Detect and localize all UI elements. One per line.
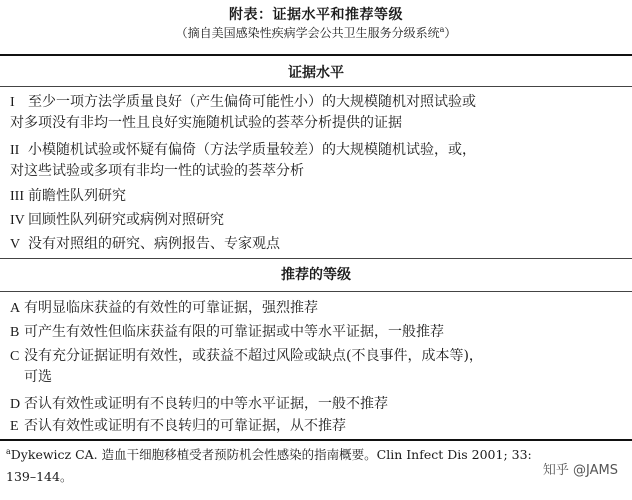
evidence-level-ii [10, 140, 622, 181]
level-text: 前瞻性队列研究 [28, 188, 126, 204]
footnote-text: Dykewicz CA. 造血干细胞移植受者预防机会性感染的指南概要。Clin Infect Dis 2001; 33: [10, 447, 532, 463]
grade-text-cont: 可选 [24, 369, 52, 385]
level-key: III [10, 189, 24, 204]
grade-key: C [10, 349, 20, 364]
grade-text: 否认有效性或证明有不良转归的中等水平证据，一般不推荐 [24, 396, 388, 412]
grade-e [10, 416, 622, 437]
level-text-cont: 对多项没有非均一性且良好实施随机试验的荟萃分析提供的证据 [10, 115, 402, 131]
level-key: V [10, 237, 21, 252]
grade-text: 否认有效性或证明有不良转归的可靠证据，从不推荐 [24, 418, 346, 434]
grade-text: 可产生有效性但临床获益有限的可靠证据或中等水平证据，一般推荐 [24, 324, 444, 340]
grade-d [10, 394, 622, 415]
subtitle-footnote-marker: a [439, 25, 445, 34]
level-key: I [10, 95, 15, 110]
grade-key: D [10, 397, 21, 412]
level-text-cont: 对这些试验或多项有非均一性的试验的荟萃分析 [10, 163, 304, 179]
page-title: 附表：证据水平和推荐等级 [229, 7, 403, 23]
evidence-level-i [10, 92, 622, 133]
grades-section-heading: 推荐的等级 [281, 267, 351, 283]
level-key: II [10, 143, 20, 158]
grade-a [10, 298, 622, 319]
subtitle-close-paren: ） [444, 26, 457, 40]
subtitle-text: （摘自美国感染性疾病学会公共卫生服务分级系统 [175, 26, 440, 40]
grade-text: 没有充分证据证明有效性，或获益不超过风险或缺点(不良事件，成本等)， [24, 348, 483, 364]
level-text: 至少一项方法学质量良好（产生偏倚可能性小）的大规模随机对照试验或 [28, 94, 476, 110]
grade-text: 有明显临床获益的有效性的可靠证据，强烈推荐 [24, 300, 318, 316]
top-rule [0, 54, 632, 56]
level-text: 没有对照组的研究、病例报告、专家观点 [28, 236, 280, 252]
level-text: 回顾性队列研究或病例对照研究 [28, 212, 224, 228]
footnote-marker: a [6, 447, 11, 456]
evidence-section-heading: 证据水平 [288, 65, 344, 81]
grade-key: E [10, 419, 19, 434]
grade-b [10, 322, 622, 343]
watermark: 知乎 @JAMS [542, 463, 618, 478]
grade-key: A [10, 301, 21, 316]
grades-divider [0, 291, 632, 292]
grade-c [10, 346, 622, 387]
evidence-level-v [10, 234, 622, 255]
grade-key: B [10, 325, 20, 340]
page-subtitle [0, 24, 632, 41]
evidence-divider [0, 86, 632, 87]
evidence-level-iii [10, 186, 622, 207]
level-key: IV [10, 213, 25, 228]
footnote-text-cont: 139–144。 [6, 469, 73, 485]
grades-top-divider [0, 258, 632, 259]
footnote [6, 441, 616, 488]
evidence-level-iv [10, 210, 622, 231]
level-text: 小模随机试验或怀疑有偏倚（方法学质量较差）的大规模随机试验，或， [28, 142, 476, 158]
